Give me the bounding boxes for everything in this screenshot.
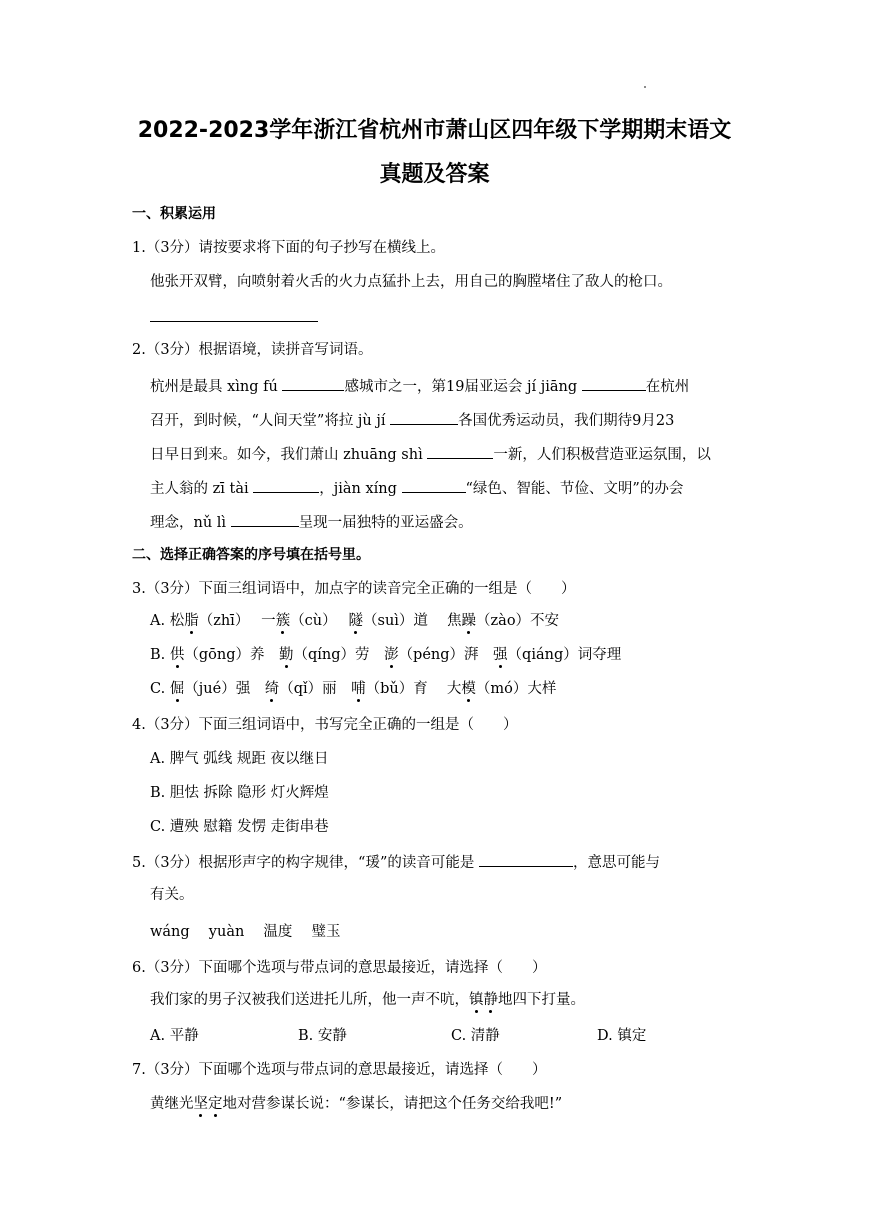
q2-blank-6[interactable] [402, 477, 466, 493]
q3-option-b[interactable]: B. 供（gōng）养 勤（qíng）劳 澎（péng）湃 强（qiáng）词夺理 [150, 647, 622, 663]
q6-stem: 6.（3分）下面哪个选项与带点词的意思最接近，请选择（ ） [132, 960, 547, 976]
q2-line4: 主人翁的 zī tài ，jiàn xíng “绿色、智能、节俭、文明”的办会 [150, 477, 683, 499]
q1-stem: 1.（3分）请按要求将下面的句子抄写在横线上。 [132, 240, 446, 256]
q2-line2: 召开，到时候，“人间天堂”将拉 jù jí 各国优秀运动员，我们期待9月23 [150, 409, 674, 431]
q2-blank-1[interactable] [282, 375, 344, 391]
q3-option-c[interactable]: C. 倔（jué）强 绮（qǐ）丽 哺（bǔ）育 大模（mó）大样 [150, 681, 557, 697]
q2-blank-3[interactable] [390, 409, 458, 425]
q4-option-c[interactable]: C. 遭殃 慰籍 发愣 走街串巷 [150, 819, 329, 835]
q6-sentence: 我们家的男子汉被我们送进托儿所，他一声不吭，镇静地四下打量。 [150, 992, 585, 1008]
q6-option-d[interactable]: D. 镇定 [597, 1028, 647, 1044]
q7-stem: 7.（3分）下面哪个选项与带点词的意思最接近，请选择（ ） [132, 1062, 547, 1078]
q7-sentence: 黄继光坚定地对营参谋长说：“参谋长，请把这个任务交给我吧!” [150, 1096, 563, 1112]
doc-title-line1: 2022-2023学年浙江省杭州市萧山区四年级下学期期末语文 [137, 118, 732, 143]
q6-option-c[interactable]: C. 清静 [451, 1028, 500, 1044]
section2-heading: 二、选择正确答案的序号填在括号里。 [132, 547, 370, 563]
q2-blank-2[interactable] [582, 375, 646, 391]
q5-line2: 有关。 [150, 887, 194, 903]
q2-line3: 日早日到来。如今，我们萧山 zhuāng shì 一新，人们积极营造亚运氛围，以 [150, 443, 711, 465]
q4-option-a[interactable]: A. 脾气 弧线 规距 夜以继日 [150, 751, 329, 767]
q6-option-a[interactable]: A. 平静 [150, 1028, 199, 1044]
q4-option-b[interactable]: B. 胆怯 拆除 隐形 灯火辉煌 [150, 785, 329, 801]
q6-option-b[interactable]: B. 安静 [298, 1028, 347, 1044]
q3-option-a[interactable]: A. 松脂（zhī） 一簇（cù） 隧（suì）道 焦躁（zào）不安 [150, 613, 560, 629]
q5-blank[interactable] [479, 851, 573, 867]
header-mark [644, 86, 646, 88]
q1-answer-line[interactable] [150, 306, 318, 328]
q5-options: wáng yuàn 温度 璧玉 [150, 924, 341, 940]
q2-stem: 2.（3分）根据语境，读拼音写词语。 [132, 342, 373, 358]
q2-line1: 杭州是最具 xìng fú 感城市之一，第19届亚运会 jí jiāng 在杭州 [150, 375, 689, 397]
q4-stem: 4.（3分）下面三组词语中，书写完全正确的一组是（ ） [132, 717, 518, 733]
doc-title-line2: 真题及答案 [379, 162, 490, 187]
q2-blank-5[interactable] [253, 477, 319, 493]
q5-line1: 5.（3分）根据形声字的构字规律，“瑗”的读音可能是 ，意思可能与 [132, 851, 660, 873]
q2-blank-7[interactable] [231, 511, 299, 527]
section1-heading: 一、积累运用 [132, 206, 216, 222]
q3-stem: 3.（3分）下面三组词语中，加点字的读音完全正确的一组是（ ） [132, 581, 576, 597]
q2-blank-4[interactable] [427, 443, 493, 459]
q2-line5: 理念，nǔ lì 呈现一届独特的亚运盛会。 [150, 511, 473, 533]
q1-sentence: 他张开双臂，向喷射着火舌的火力点猛扑上去，用自己的胸膛堵住了敌人的枪口。 [150, 274, 672, 290]
